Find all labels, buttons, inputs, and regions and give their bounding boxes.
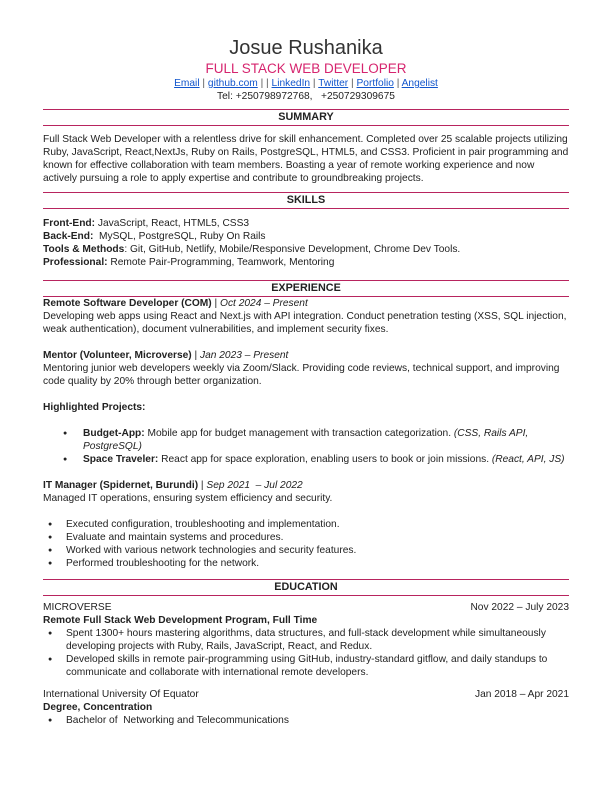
duty-item: ● Evaluate and maintain systems and procedures.: [43, 531, 569, 544]
project-desc: Mobile app for budget management with transaction categorization.: [144, 428, 454, 439]
school-program: [43, 701, 569, 714]
job-description: Managed IT operations, ensuring system efficiency and security.: [43, 493, 333, 504]
school-header: [43, 688, 569, 701]
job-header: Remote Software Developer (COM) | Oct 2024 – Present: [43, 298, 308, 309]
school-header: [43, 601, 569, 614]
skill-value: Remote Pair-Programming, Teamwork, Mentoring: [107, 257, 335, 268]
candidate-name: Josue Rushanika: [229, 37, 383, 59]
job-description: Mentoring junior web developers weekly via Zoom/Slack. Providing code reviews, technical support, and improving code quality by 20% through better organization.: [43, 363, 560, 387]
school-bullet: ● Spent 1300+ hours mastering algorithms, data structures, and full-stack development while simultaneously developing projects with Ruby, Rails, JavaScript, React, and Redux.: [43, 627, 569, 653]
github-link[interactable]: github.com: [207, 78, 258, 89]
school-bullets: [43, 714, 569, 727]
job-role: Mentor (Volunteer, Microverse): [43, 350, 192, 361]
job-header: IT Manager (Spidernet, Burundi) | Sep 2021 – Jul 2022: [43, 480, 303, 491]
education-heading: EDUCATION: [43, 579, 569, 596]
skill-label: Back-End:: [43, 231, 94, 242]
project-item: [43, 453, 569, 466]
duty-item: ● Worked with various network technologies and security features.: [43, 544, 569, 557]
job-role: Remote Software Developer (COM): [43, 298, 212, 309]
it-duties-list: [43, 518, 569, 570]
resume: [43, 36, 569, 727]
skill-row: [43, 243, 569, 256]
school-dates: Nov 2022 – July 2023: [470, 602, 569, 613]
project-tech: (CSS, Rails API, PostgreSQL): [83, 428, 529, 452]
portfolio-link[interactable]: Portfolio: [356, 78, 394, 89]
school-dates: Jan 2018 – Apr 2021: [474, 689, 569, 700]
skill-row: [43, 256, 569, 269]
project-item: [43, 427, 569, 453]
summary-heading: SUMMARY: [43, 109, 569, 126]
job-header: Mentor (Volunteer, Microverse) | Jan 2023 – Present: [43, 350, 289, 361]
school-name: MICROVERSE: [43, 602, 112, 613]
school-program: [43, 614, 569, 627]
skill-value: MySQL, PostgreSQL, Ruby On Rails: [93, 231, 266, 242]
school-bullets: [43, 627, 569, 679]
skill-label: Professional:: [43, 257, 108, 268]
job-dates: Sep 2021 – Jul 2022: [206, 480, 303, 491]
job-role: IT Manager (Spidernet, Burundi): [43, 480, 199, 491]
linkedin-link[interactable]: LinkedIn: [271, 78, 311, 89]
experience-heading: EXPERIENCE: [43, 280, 569, 297]
skills-list: [43, 217, 569, 269]
project-name: Space Traveler:: [83, 454, 159, 465]
program-name: Remote Full Stack Web Development Program, Full Time: [43, 615, 318, 626]
school-bullet: ● Developed skills in remote pair-programming using GitHub, industry-standard gitflow, and daily standups to communicate and collaborate with international remote developers.: [43, 653, 569, 679]
skill-row: [43, 217, 569, 230]
job-title: FULL STACK WEB DEVELOPER: [205, 61, 407, 76]
school-bullet: ● Bachelor of Networking and Telecommunications: [43, 714, 569, 727]
project-name: Budget-App:: [83, 428, 145, 439]
skill-value: JavaScript, React, HTML5, CSS3: [95, 218, 250, 229]
skill-value: : Git, GitHub, Netlify, Mobile/Responsive Development, Chrome Dev Tools.: [124, 244, 461, 255]
skill-label: Tools & Methods: [43, 244, 125, 255]
skill-row: [43, 230, 569, 243]
project-tech: (React, API, JS): [491, 454, 565, 465]
job-description: Developing web apps using React and Next.js with API integration. Conduct penetration testing (XSS, SQL injection, weak authentication), document vulnerabilities, and implement security fixes.: [43, 311, 567, 335]
job-dates: Oct 2024 – Present: [220, 298, 308, 309]
projects-heading: [43, 401, 569, 414]
program-name: Degree, Concentration: [43, 702, 153, 713]
duty-item: ● Executed configuration, troubleshooting and implementation.: [43, 518, 569, 531]
projects-heading-text: Highlighted Projects:: [43, 402, 146, 413]
project-desc: React app for space exploration, enabling users to book or join missions.: [158, 454, 492, 465]
school-name: International University Of Equator: [43, 689, 199, 700]
contact-links: Email | github.com | | LinkedIn | Twitter | Portfolio | Angelist: [174, 78, 438, 89]
skills-heading: SKILLS: [43, 192, 569, 209]
summary-text: Full Stack Web Developer with a relentless drive for skill enhancement. Completed over 25 scalable projects utilizing Ruby, JavaScript, React,NextJs, Ruby on Rails, PostgreSQL, HTML5, and CSS3. Proficient in pair programming and known for effective collaboration with team members. Boasting a year of remote working experience and now actively pursuing a role to apply expertise and contribute to groundbreaking projects.: [43, 134, 569, 184]
duty-item: ● Performed troubleshooting for the network.: [43, 557, 569, 570]
job-dates: Jan 2023 – Present: [200, 350, 289, 361]
email-link[interactable]: Email: [174, 78, 200, 89]
skill-label: Front-End:: [43, 218, 96, 229]
angelist-link[interactable]: Angelist: [401, 78, 438, 89]
projects-list: [43, 427, 569, 466]
twitter-link[interactable]: Twitter: [318, 78, 349, 89]
phone-numbers: Tel: +250798972768, +250729309675: [217, 91, 395, 102]
